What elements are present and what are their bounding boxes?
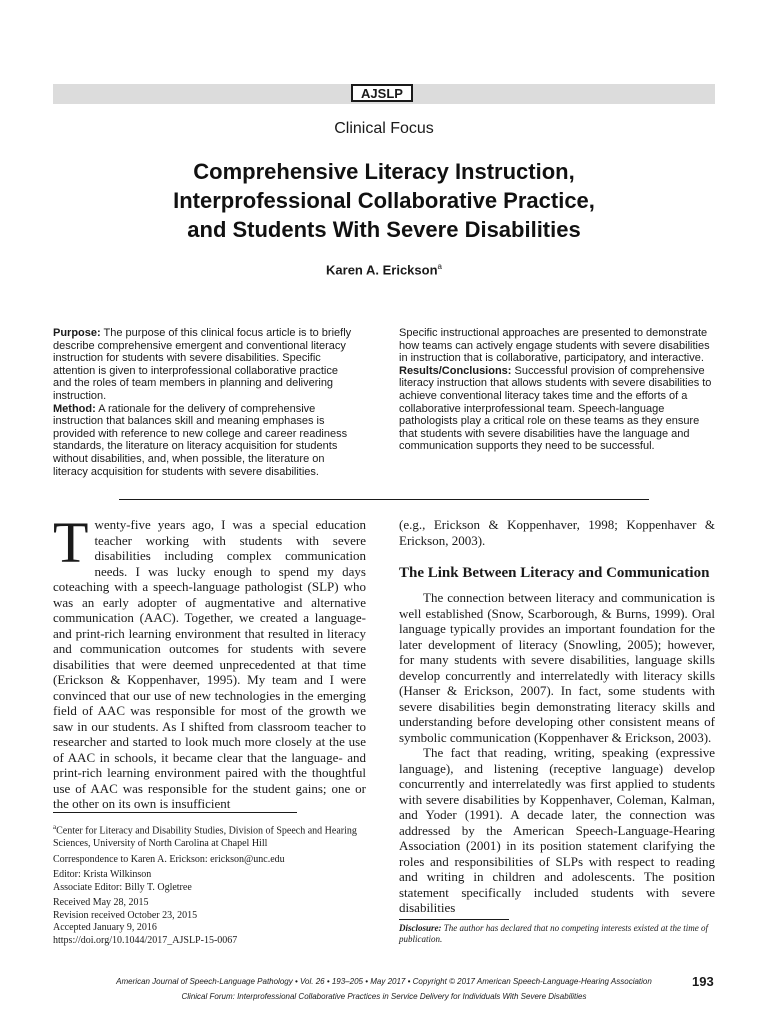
method-text: A rationale for the delivery of comprehensive instruction that balances skill and meaning emphases is provided with reference to new college and career readiness standards, the literature on literacy acquisition for students without disabilities, and, when possible, the literature on literacy acquisition for students with severe disabilities. (53, 402, 348, 478)
disclosure-divider (399, 919, 509, 920)
journal-citation: American Journal of Speech-Language Pathology • Vol. 26 • 193–205 • May 2017 • Copyright © 2017 American Speech-Language-Hearing Association (116, 977, 652, 986)
correspondence: Correspondence to Karen A. Erickson: erickson@unc.edu (53, 853, 285, 865)
doi-link[interactable]: https://doi.org/10.1044/2017_AJSLP-15-0067 (53, 935, 238, 947)
accepted-date: Accepted January 9, 2016 (53, 922, 157, 934)
body-continuation: (e.g., Erickson & Koppenhaver, 1998; Koppenhaver & Erickson, 2003). (399, 517, 715, 548)
author-line (0, 262, 768, 277)
associate-editor: Associate Editor: Billy T. Ogletree (53, 881, 192, 893)
article-title (60, 157, 708, 244)
abstract-left (53, 327, 354, 478)
affiliation-marker: a (53, 823, 57, 831)
purpose-label: Purpose: (53, 327, 101, 339)
results-text: Successful provision of comprehensive literacy instruction that allows students with severe disabilities to achieve conventional literacy takes time and the efforts of a collaborative interprofessional team. Speech-language pathologists play a critical role on these teams as they ensure that students with severe disabilities have the language and communication supports they need to be successful. (399, 364, 712, 453)
body-paragraph: The fact that reading, writing, speaking (expressive language), and listening (receptive language) develop concurrently and interrelatedly was first applied to students with severe disabilities by Koppenhaver, Coleman, Kalman, and Yoder (1991). A decade later, the connection was addressed by the American Speech-Language-Hearing Association (2001) in its position statement clarifying the roles and responsibilities of SLPs with respect to reading and writing in children and adolescents. The position statement specifically included students with severe disabilities (399, 745, 715, 915)
abstract-right (399, 327, 715, 453)
title-line: Comprehensive Literacy Instruction, (193, 159, 575, 184)
footnotes (53, 821, 358, 948)
title-line: Interprofessional Collaborative Practice, (173, 188, 595, 213)
disclosure-label: Disclosure: (399, 923, 442, 933)
author-affiliation-marker: a (437, 262, 442, 271)
abstract-purpose (53, 327, 354, 403)
section-heading: The Link Between Literacy and Communication (399, 565, 710, 581)
abstract-intro: Specific instructional approaches are presented to demonstrate how teams can actively engage students with severe disabilities in instruction that is collaborative, participatory, and interactive. (399, 327, 710, 365)
body-paragraph (53, 510, 366, 812)
body-column-left (53, 510, 366, 812)
title-line: and Students With Severe Disabilities (187, 217, 581, 242)
body-paragraph: The connection between literacy and communication is well established (Snow, Scarborough, & Burns, 1999). Oral language typically provides an important foundation for the later development of literacy (Snowling, 2005); however, for many students with severe disabilities, language skills develop concurrently and interrelatedly with literacy skills (Hanser & Erickson, 2007). In fact, some students with severe disabilities begin demonstrating literacy skills and understanding before developing other consistent means of symbolic communication (Koppenhaver & Erickson, 2003). (399, 590, 715, 745)
disclosure (399, 923, 716, 945)
editor: Editor: Krista Wilkinson (53, 869, 152, 881)
disclosure-text: The author has declared that no competing interests existed at the time of publication. (399, 923, 709, 944)
body-paragraph-text: wenty-five years ago, I was a special education teacher working with students with severe disabilities including complex communication needs. I was lucky enough to spend my days coteaching with a speech-language pathologist (SLP) who was an early adopter of augmentative and alternative communication (AAC). Together, we created a language- and print-rich learning environment that resulted in literacy and communication outcomes for students with severe disabilities that were deemed unprecedented at that time (Erickson & Koppenhaver, 1995). My team and I were convinced that our use of new technologies in the emerging field of AAC was responsible for most of the growth we saw in our students. As I shifted from classroom teacher to researcher and started to look much more closely at the use of AAC in schools, it became clear that the language- and print-rich learning environment paired with the thoughtful use of AAC was responsible for the student gains; one or the other on its own is insufficient (53, 517, 366, 811)
abstract-results (399, 365, 715, 453)
revision-date: Revision received October 23, 2015 (53, 909, 198, 921)
received-date: Received May 28, 2015 (53, 897, 149, 909)
body-column-right (399, 517, 715, 916)
method-label: Method: (53, 402, 96, 415)
purpose-text: The purpose of this clinical focus article is to briefly describe comprehensive emergent and conventional literacy instruction for students with severe disabilities. Specific attention is given to interprofessional collaborative practice and the roles of team members in planning and delivering instruction. (53, 327, 352, 402)
drop-cap: T (53, 510, 89, 575)
forum-line: Clinical Forum: Interprofessional Collaborative Practices in Service Delivery for Individuals With Severe Disabilities (181, 992, 587, 1001)
author-name: Karen A. Erickson (326, 262, 438, 278)
affiliation-text: Center for Literacy and Disability Studies, Division of Speech and Hearing Sciences, University of North Carolina at Chapel Hill (53, 825, 357, 849)
abstract-method (53, 403, 354, 479)
page-number: 193 (692, 974, 714, 989)
affiliation (53, 821, 358, 851)
results-label: Results/Conclusions: (399, 364, 512, 377)
journal-badge: AJSLP (351, 84, 413, 102)
footnote-divider (53, 812, 297, 813)
abstract-divider (119, 499, 649, 500)
section-label: Clinical Focus (334, 120, 434, 137)
